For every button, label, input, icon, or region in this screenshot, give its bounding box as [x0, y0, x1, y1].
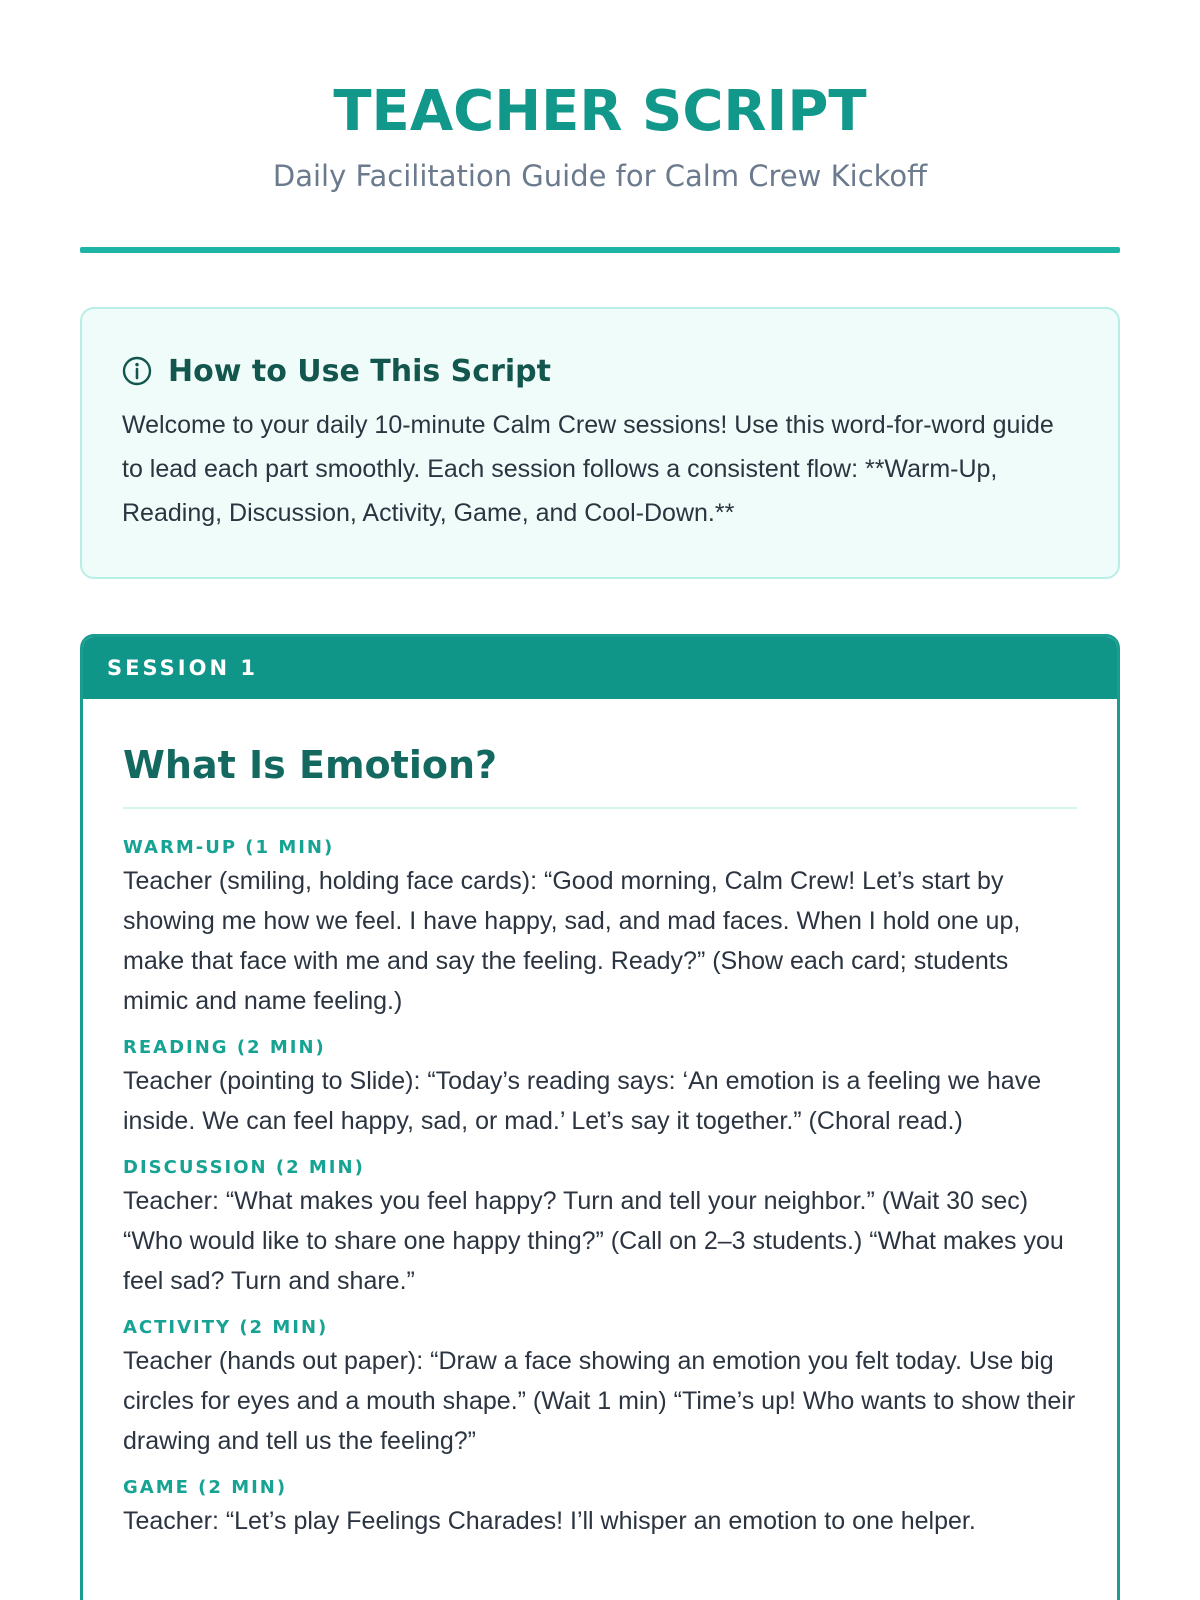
- document-title: TEACHER SCRIPT: [333, 79, 867, 144]
- segment-label: DISCUSSION (2 MIN): [123, 1157, 365, 1178]
- how-to-use-text: Welcome to your daily 10-minute Calm Crew sessions! Use this word-for-word guide to lead each part smoothly. Each session follows a consistent flow: **Warm-Up, Reading, Discussion, Activity, Game, and Cool-Down.**: [122, 411, 1054, 527]
- segment-text: Teacher: “Let’s play Feelings Charades! I’ll whisper an emotion to one helper.: [123, 1507, 976, 1535]
- page: [80, 0, 1120, 1600]
- header-divider: [80, 247, 1120, 253]
- session-title-divider: [123, 807, 1077, 809]
- segment-activity: [123, 1315, 1077, 1461]
- segment-game: [123, 1475, 1077, 1541]
- segment-text: Teacher (pointing to Slide): “Today’s reading says: ‘An emotion is a feeling we have inside. We can feel happy, sad, or mad.’ Let’s say it together.” (Choral read.): [123, 1067, 1042, 1135]
- segment-label: READING (2 MIN): [123, 1037, 326, 1058]
- segment-warm-up: [123, 835, 1077, 1021]
- session-title: What Is Emotion?: [123, 743, 498, 787]
- how-to-use-box: [80, 307, 1120, 579]
- session-label-bar: SESSION 1: [83, 637, 1117, 699]
- segment-label: ACTIVITY (2 MIN): [123, 1317, 329, 1338]
- session-body: [83, 699, 1117, 1541]
- segment-text: Teacher: “What makes you feel happy? Turn and tell your neighbor.” (Wait 30 sec) “Who would like to share one happy thing?” (Call on 2–3 students.) “What makes you feel sad? Turn and share.”: [123, 1187, 1064, 1295]
- document-header: [80, 0, 1120, 196]
- segment-label: WARM-UP (1 MIN): [123, 837, 335, 858]
- how-to-use-header: [122, 349, 1078, 393]
- segment-reading: [123, 1035, 1077, 1141]
- how-to-use-title: How to Use This Script: [168, 353, 551, 389]
- segment-text: Teacher (smiling, holding face cards): “Good morning, Calm Crew! Let’s start by showing me how we feel. I have happy, sad, and mad faces. When I hold one up, make that face with me and say the feeling. Ready?” (Show each card; students mimic and name feeling.): [123, 867, 1021, 1015]
- session-card: [80, 634, 1120, 1600]
- segment-text: Teacher (hands out paper): “Draw a face showing an emotion you felt today. Use big circles for eyes and a mouth shape.” (Wait 1 min) “Time’s up! Who wants to show their drawing and tell us the feeling?”: [123, 1347, 1076, 1455]
- document-subtitle: Daily Facilitation Guide for Calm Crew Kickoff: [272, 159, 928, 193]
- info-icon: [122, 356, 152, 386]
- segment-discussion: [123, 1155, 1077, 1301]
- segment-label: GAME (2 MIN): [123, 1477, 288, 1498]
